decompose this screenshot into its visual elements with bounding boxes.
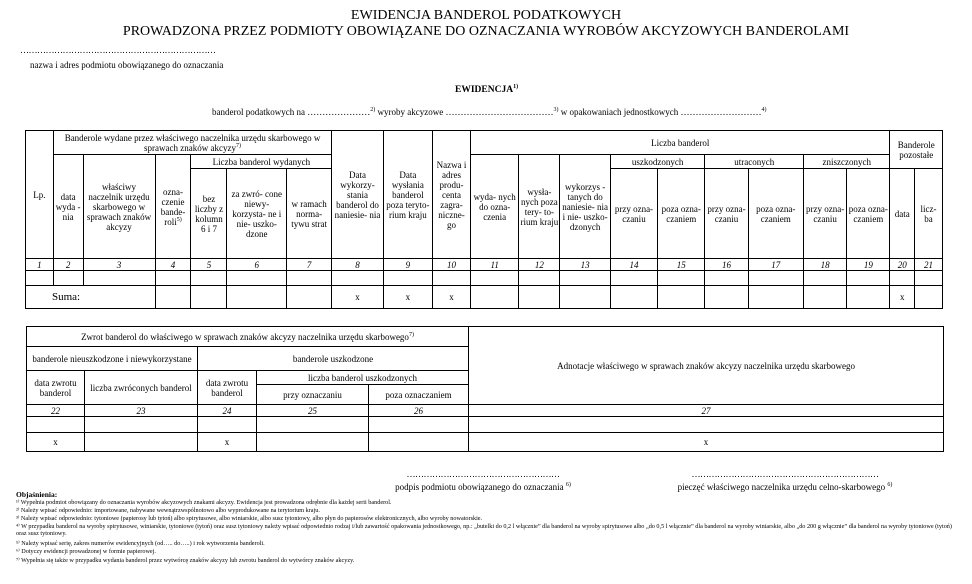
data-zwrotu-uszk-header: data zwrotu banderol (198, 371, 257, 405)
col-number: 2 (53, 259, 83, 271)
table-cell[interactable] (610, 271, 657, 286)
table-cell[interactable] (155, 271, 191, 286)
liczba-banderol-header: Liczba banderol (471, 131, 890, 155)
suma-x-mark: x (332, 286, 383, 309)
col-number: 22 (27, 405, 85, 417)
x-mark: x (469, 433, 944, 452)
col-number: 4 (155, 259, 191, 271)
excise-goods-field[interactable]: wyroby akcyzowe ……………………………… (375, 107, 554, 117)
zwrot-header: Zwrot banderol do właściwego w sprawach znaków akcyzy naczelnika urzędu skarbowego$^{7)}$ (27, 327, 469, 347)
column-number-row (26, 259, 943, 271)
table-cell[interactable] (27, 417, 85, 433)
banderol-type-field[interactable]: banderol podatkowych na ………………… (212, 107, 371, 117)
col-number: 9 (383, 259, 432, 271)
utraconych-header: utraconych (705, 155, 804, 169)
table-cell[interactable] (287, 271, 332, 286)
table-cell[interactable] (332, 271, 383, 286)
table-cell[interactable] (383, 271, 432, 286)
note-item: ⁶⁾ Dotyczy ewidencji prowadzonej w formie papierowej. (16, 548, 156, 555)
col-number: 23 (85, 405, 198, 417)
suma-x-mark: x (383, 286, 432, 309)
col-number: 17 (748, 259, 804, 271)
table-cell[interactable] (705, 286, 748, 309)
table-cell[interactable] (85, 417, 198, 433)
table-cell[interactable] (748, 286, 804, 309)
notes-title: Objaśnienia: (16, 490, 58, 499)
table-cell[interactable] (915, 271, 943, 286)
col-number: 19 (847, 259, 890, 271)
wydanych-header: wyda- nych do ozna- czenia (471, 155, 519, 259)
table-cell[interactable] (471, 271, 519, 286)
note-item: ⁴⁾ W przypadku banderol na wyroby spirytusowe, winiarskie, tytoniowe (tytoń) oraz susz tytoniowy należy wpisać odpowiednio rodzaj i/lub zawartość opakowania jednostkowego, np.: „butelki do 0,2 l włącznie” dla banderol na wyroby spirytusowe albo „do 0,5 l włącznie” dla banderol na wyroby winiarskie, albo „do 200 g włącznie” dla banderol na wyroby tytoniowe (tytoń) oraz susz tytoniowy. (16, 523, 952, 538)
table-cell[interactable] (748, 271, 804, 286)
wykorzystanych-header: wykorzys - tanych do naniesie- nia i nie- uszko- dzonych (560, 155, 610, 259)
table-cell[interactable] (519, 271, 560, 286)
col-number: 15 (658, 259, 705, 271)
table-cell[interactable] (847, 271, 890, 286)
uszkodzonych-header: uszkodzonych (610, 155, 705, 169)
note-item: ⁷⁾ Wypełnia się także w przypadku wydania banderol przez wytwórcę znaków akcyzy lub zwrotu banderol do wytwórcy znaków akcyzy. (16, 557, 355, 564)
table-cell[interactable] (804, 286, 847, 309)
col-number: 25 (257, 405, 369, 417)
table-cell[interactable] (560, 271, 610, 286)
banderol-register-table (25, 130, 943, 309)
ewidencja-heading: EWIDENCJA$^{1)}$ (455, 83, 519, 95)
table-cell[interactable] (471, 286, 519, 309)
data-wydania-header: data wyda -nia (53, 155, 83, 259)
col-number: 13 (560, 259, 610, 271)
ewidencja-descriptor-line: banderol podatkowych na …………………$^{2)}$ wyroby akcyzowe ………………………………$^{3)}$ w opakowaniach jednostkowych ………………………$^{4)}$ (212, 107, 767, 117)
column-number-row (27, 405, 944, 417)
col-number: 12 (519, 259, 560, 271)
col-number: 16 (705, 259, 748, 271)
banderole-pozostale-header: Banderole pozostałe (890, 131, 943, 169)
table-cell[interactable] (85, 433, 198, 452)
col-number: 7 (287, 259, 332, 271)
table-cell[interactable] (191, 286, 227, 309)
col-number: 8 (332, 259, 383, 271)
col-number: 3 (83, 259, 155, 271)
table-cell[interactable] (83, 271, 155, 286)
col-number: 24 (198, 405, 257, 417)
utr-przy-header: przy ozna- czaniu (705, 169, 748, 259)
liczba-wydanych-header: Liczba banderol wydanych (191, 155, 332, 169)
table-cell[interactable] (198, 417, 257, 433)
note-item: ²⁾ Należy wpisać odpowiednio: importowane, nabywane wewnątrzwspólnotowo albo wyprodukowane na terytorium kraju. (16, 507, 320, 514)
note-item: ¹⁾ Wypełnia podmiot obowiązany do oznaczania wyrobów akcyzowych znakami akcyzy. Ewidencja jest prowadzona odrębnie dla każdej serii banderol. (16, 499, 392, 506)
col-number: 14 (610, 259, 657, 271)
unit-packaging-field[interactable]: w opakowaniach jednostkowych ……………………… (558, 107, 762, 117)
table-cell[interactable] (469, 417, 944, 433)
utr-poza-header: poza ozna- czaniem (748, 169, 804, 259)
entity-name-field[interactable]: …………………………………………………………… (20, 45, 216, 55)
table-cell[interactable] (915, 286, 943, 309)
table-cell[interactable] (53, 271, 83, 286)
uszk-poza-header: poza ozna- czaniem (658, 169, 705, 259)
col-number: 18 (804, 259, 847, 271)
col-number: 11 (471, 259, 519, 271)
table-cell[interactable] (519, 286, 560, 309)
suma-row (26, 286, 943, 309)
zwrot-banderol-table (26, 326, 944, 452)
oznaczenie-banderoli-header: ozna- czenie bande- roli$^{5)}$ (155, 155, 191, 259)
nieuszkodzone-header: banderole nieuszkodzone i niewykorzystane (27, 347, 198, 371)
table-cell[interactable] (658, 286, 705, 309)
liczba-uszkodzonych-header: liczba banderol uszkodzonych (257, 371, 469, 385)
table-cell[interactable] (26, 271, 54, 286)
suma-label: Suma: (26, 286, 156, 309)
naczelnik-header: właściwy naczelnik urzędu skarbowego w sprawach znaków akcyzy (83, 155, 155, 259)
wyslanych-header: wysła- nych poza tery- to- rium kraju (519, 155, 560, 259)
uszkodzone-header: banderole uszkodzone (198, 347, 469, 371)
stamp-caption: pieczęć właściwego naczelnika urzędu celno-skarbowego $^{6)}$ (677, 482, 893, 492)
zwrocone-header: za zwró- cone niewy- korzysta- ne i nie- uszko- dzone (227, 169, 287, 259)
przy-oznaczaniu-header: przy oznaczaniu (257, 385, 369, 405)
note-item: ⁵⁾ Należy wpisać serię, zakres numerów ewidencyjnych (od….. do…..) i rok wytworzenia banderoli. (16, 540, 265, 547)
table-cell[interactable] (227, 271, 287, 286)
signature-caption: podpis podmiotu obowiązanego do oznaczania $^{6)}$ (395, 482, 571, 492)
liczba-zwroconych-header: liczba zwróconych banderol (85, 371, 198, 405)
table-cell[interactable] (658, 271, 705, 286)
table-cell[interactable] (257, 433, 369, 452)
table-cell[interactable] (804, 271, 847, 286)
col-number: 1 (26, 259, 54, 271)
uszk-przy-header: przy ozna- czaniu (610, 169, 657, 259)
suma-x-mark: x (433, 286, 471, 309)
zn-poza-header: poza ozna- czaniem (847, 169, 890, 259)
table-cell[interactable] (433, 271, 471, 286)
table-cell[interactable] (560, 286, 610, 309)
signature-field[interactable]: ……………………………………………… (406, 469, 560, 479)
col-number: 10 (433, 259, 471, 271)
table-cell[interactable] (847, 286, 890, 309)
col-number: 27 (469, 405, 944, 417)
zn-przy-header: przy ozna- czaniu (804, 169, 847, 259)
table-cell[interactable] (705, 271, 748, 286)
pozostale-data-header: data (890, 169, 915, 259)
table-row (26, 271, 943, 286)
poza-oznaczaniem-header: poza oznaczaniem (369, 385, 469, 405)
table-cell[interactable] (191, 271, 227, 286)
entity-name-caption: nazwa i adres podmiotu obowiązanego do oznaczania (30, 60, 224, 70)
adnotacje-header: Adnotacje właściwego w sprawach znaków akcyzy naczelnika urzędu skarbowego (469, 327, 944, 405)
note-item: ³⁾ Należy wpisać odpowiednio: tytoniowe (papierosy lub tytoń) albo spirytusowe, albo winiarskie, albo susz tytoniowy, albo płyn do papierosów elektronicznych, albo wyroby nowatorskie. (16, 515, 483, 522)
data-wykorzystania-header: Data wykorzy- stania banderol do naniesie- nia (332, 131, 383, 259)
data-wyslania-header: Data wysłania banderol poza teryto- rium kraju (383, 131, 432, 259)
stamp-field[interactable]: ………………………………………………………… (691, 469, 879, 479)
nazwa-producenta-header: Nazwa i adres produ- centa zagra- niczne- go (433, 131, 471, 259)
pozostale-liczba-header: licz- ba (915, 169, 943, 259)
table-cell[interactable] (155, 286, 191, 309)
table-cell[interactable] (227, 286, 287, 309)
data-zwrotu-header: data zwrotu banderol (27, 371, 85, 405)
form-subtitle: PROWADZONA PRZEZ PODMIOTY OBOWIĄZANE DO OZNACZANIA WYROBÓW AKCYZOWYCH BANDEROLAMI (122, 24, 850, 39)
table-cell[interactable] (287, 286, 332, 309)
bez-liczby-header: bez liczby z kolumn 6 i 7 (191, 169, 227, 259)
zniszczonych-header: zniszczonych (804, 155, 890, 169)
table-cell[interactable] (890, 271, 915, 286)
banderole-wydane-header: Banderole wydane przez właściwego naczelnika urzędu skarbowego w sprawach znaków akcyzy$^{7)}$ (53, 131, 332, 155)
col-number: 5 (191, 259, 227, 271)
table-cell[interactable] (369, 417, 469, 433)
col-number: 21 (915, 259, 943, 271)
table-cell[interactable] (610, 286, 657, 309)
table-cell[interactable] (369, 433, 469, 452)
table-row (27, 433, 944, 452)
col-number: 6 (227, 259, 287, 271)
table-cell[interactable] (257, 417, 369, 433)
x-mark: x (27, 433, 85, 452)
suma-x-mark: x (890, 286, 915, 309)
x-mark: x (198, 433, 257, 452)
col-number: 20 (890, 259, 915, 271)
col-number: 26 (369, 405, 469, 417)
form-title: EWIDENCJA BANDEROL PODATKOWYCH (350, 8, 622, 23)
lp-header: Lp. (26, 131, 54, 259)
table-row (27, 417, 944, 433)
w-ramach-header: w ramach norma- tywu strat (287, 169, 332, 259)
